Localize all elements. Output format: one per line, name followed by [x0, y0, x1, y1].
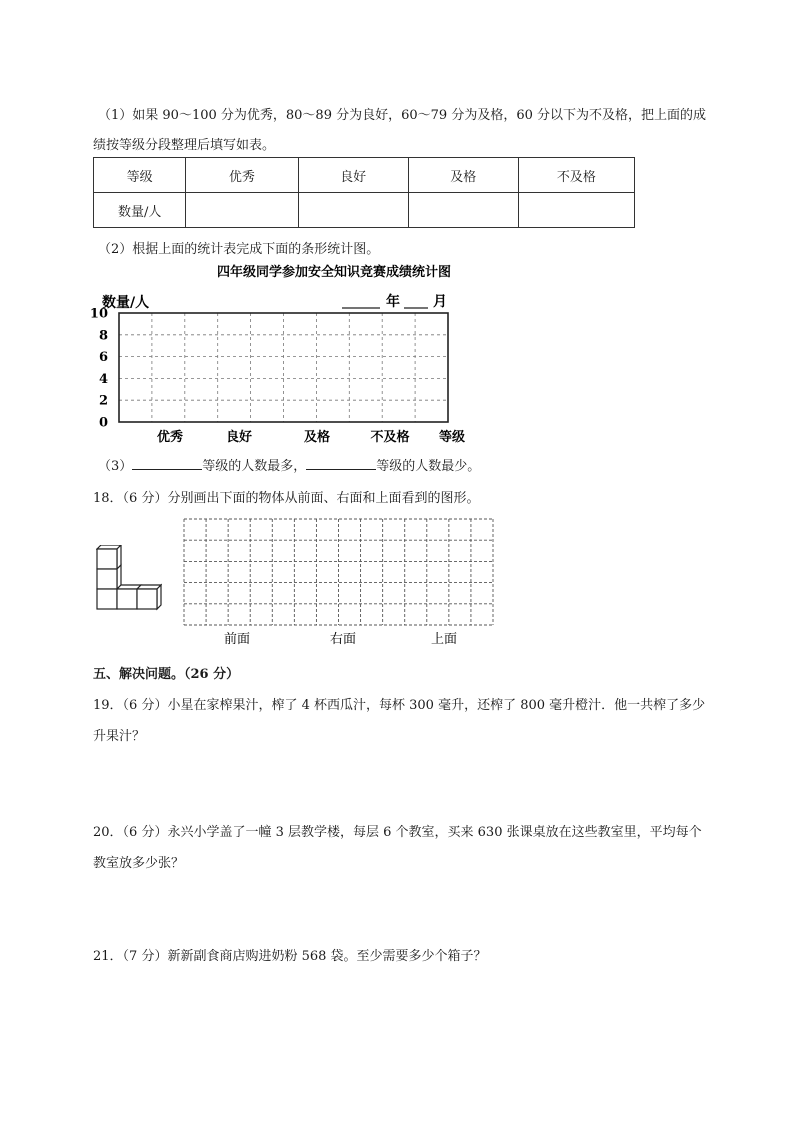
- x-category-label: 及格: [303, 430, 331, 445]
- q17-part2: （2）根据上面的统计表完成下面的条形统计图。: [98, 242, 380, 257]
- grid-label-front: 前面: [223, 632, 251, 647]
- q21-number: 21．: [93, 949, 123, 964]
- table-row: [94, 193, 635, 228]
- q17-part3-mid: 等级的人数最多，: [202, 459, 307, 474]
- y-axis-ticks: [90, 307, 108, 431]
- table-row-label: 数量/人: [94, 193, 186, 228]
- table-input-cell[interactable]: [408, 193, 518, 228]
- chart-title: 四年级同学参加安全知识竞赛成绩统计图: [217, 265, 452, 280]
- least-grade-blank[interactable]: [306, 469, 376, 470]
- x-category-label: 良好: [225, 430, 253, 445]
- y-tick-label: 8: [98, 328, 108, 344]
- q17-part3: [98, 455, 480, 474]
- q17-part3-end: 等级的人数最少。: [376, 459, 481, 474]
- bar-chart: [90, 258, 480, 450]
- x-category-label: 优秀: [156, 430, 184, 445]
- q20-body: （6 分）永兴小学盖了一幢 3 层教学楼，每层 6 个教室，买来 630 张课桌放在这些教室里，平均每个: [122, 825, 702, 840]
- q21-line1: [93, 945, 487, 964]
- q17-part1-line2: 绩按等级分段整理后填写如表。: [93, 138, 276, 153]
- q17-part1-line1: （1）如果 90～100 分为优秀，80～89 分为良好，60～79 分为及格，60 分以下为不及格，把上面的成: [98, 108, 706, 123]
- table-row: [94, 158, 635, 193]
- q18-body: （6 分）分别画出下面的物体从前面、右面和上面看到的图形。: [122, 491, 480, 506]
- table-input-cell[interactable]: [518, 193, 634, 228]
- table-header-cell: 及格: [408, 158, 518, 193]
- section5-title: 五、解决问题。（26 分）: [93, 667, 240, 682]
- q19-line2: 升果汁？: [93, 729, 146, 744]
- chart-year-label: 年: [386, 294, 400, 310]
- q18-text: [93, 487, 479, 506]
- q17-part3-prefix: （3）: [98, 459, 133, 474]
- x-category-label: 不及格: [370, 430, 410, 445]
- grade-table: [93, 157, 635, 228]
- y-tick-label: 0: [98, 415, 108, 431]
- q19-number: 19．: [93, 698, 123, 713]
- x-axis-categories: [157, 429, 410, 445]
- table-header-cell: 不及格: [518, 158, 634, 193]
- table-header-cell: 优秀: [186, 158, 298, 193]
- table-input-cell[interactable]: [298, 193, 408, 228]
- chart-grid: [119, 313, 448, 422]
- cube-figure: [96, 545, 162, 611]
- y-tick-label: 2: [98, 393, 108, 409]
- q19-line1: [93, 694, 705, 713]
- chart-month-label: 月: [433, 294, 447, 310]
- table-header-cell: 等级: [94, 158, 186, 193]
- chart-xlabel: 等级: [438, 430, 466, 445]
- q21-body: （7 分）新新副食商店购进奶粉 568 袋。至少需要多少个箱子？: [122, 949, 487, 964]
- q20-line2: 教室放多少张？: [93, 856, 185, 871]
- y-tick-label: 4: [98, 371, 108, 387]
- y-tick-label: 6: [98, 350, 108, 366]
- q19-body: （6 分）小星在家榨果汁，榨了 4 杯西瓜汁，每杯 300 毫升，还榨了 800 毫升橙汁．他一共榨了多少: [122, 698, 706, 713]
- y-tick-label: 10: [90, 306, 108, 322]
- drawing-grid: [183, 518, 495, 650]
- q18-number: 18．: [93, 491, 123, 506]
- table-input-cell[interactable]: [186, 193, 298, 228]
- grid-label-right: 右面: [329, 632, 357, 647]
- chart-ylabel: 数量/人: [102, 295, 150, 311]
- q20-number: 20．: [93, 825, 123, 840]
- table-header-cell: 良好: [298, 158, 408, 193]
- grid-label-top: 上面: [430, 632, 458, 647]
- drawing-grid-lines: [184, 519, 493, 625]
- most-grade-blank[interactable]: [132, 469, 202, 470]
- q20-line1: [93, 821, 702, 840]
